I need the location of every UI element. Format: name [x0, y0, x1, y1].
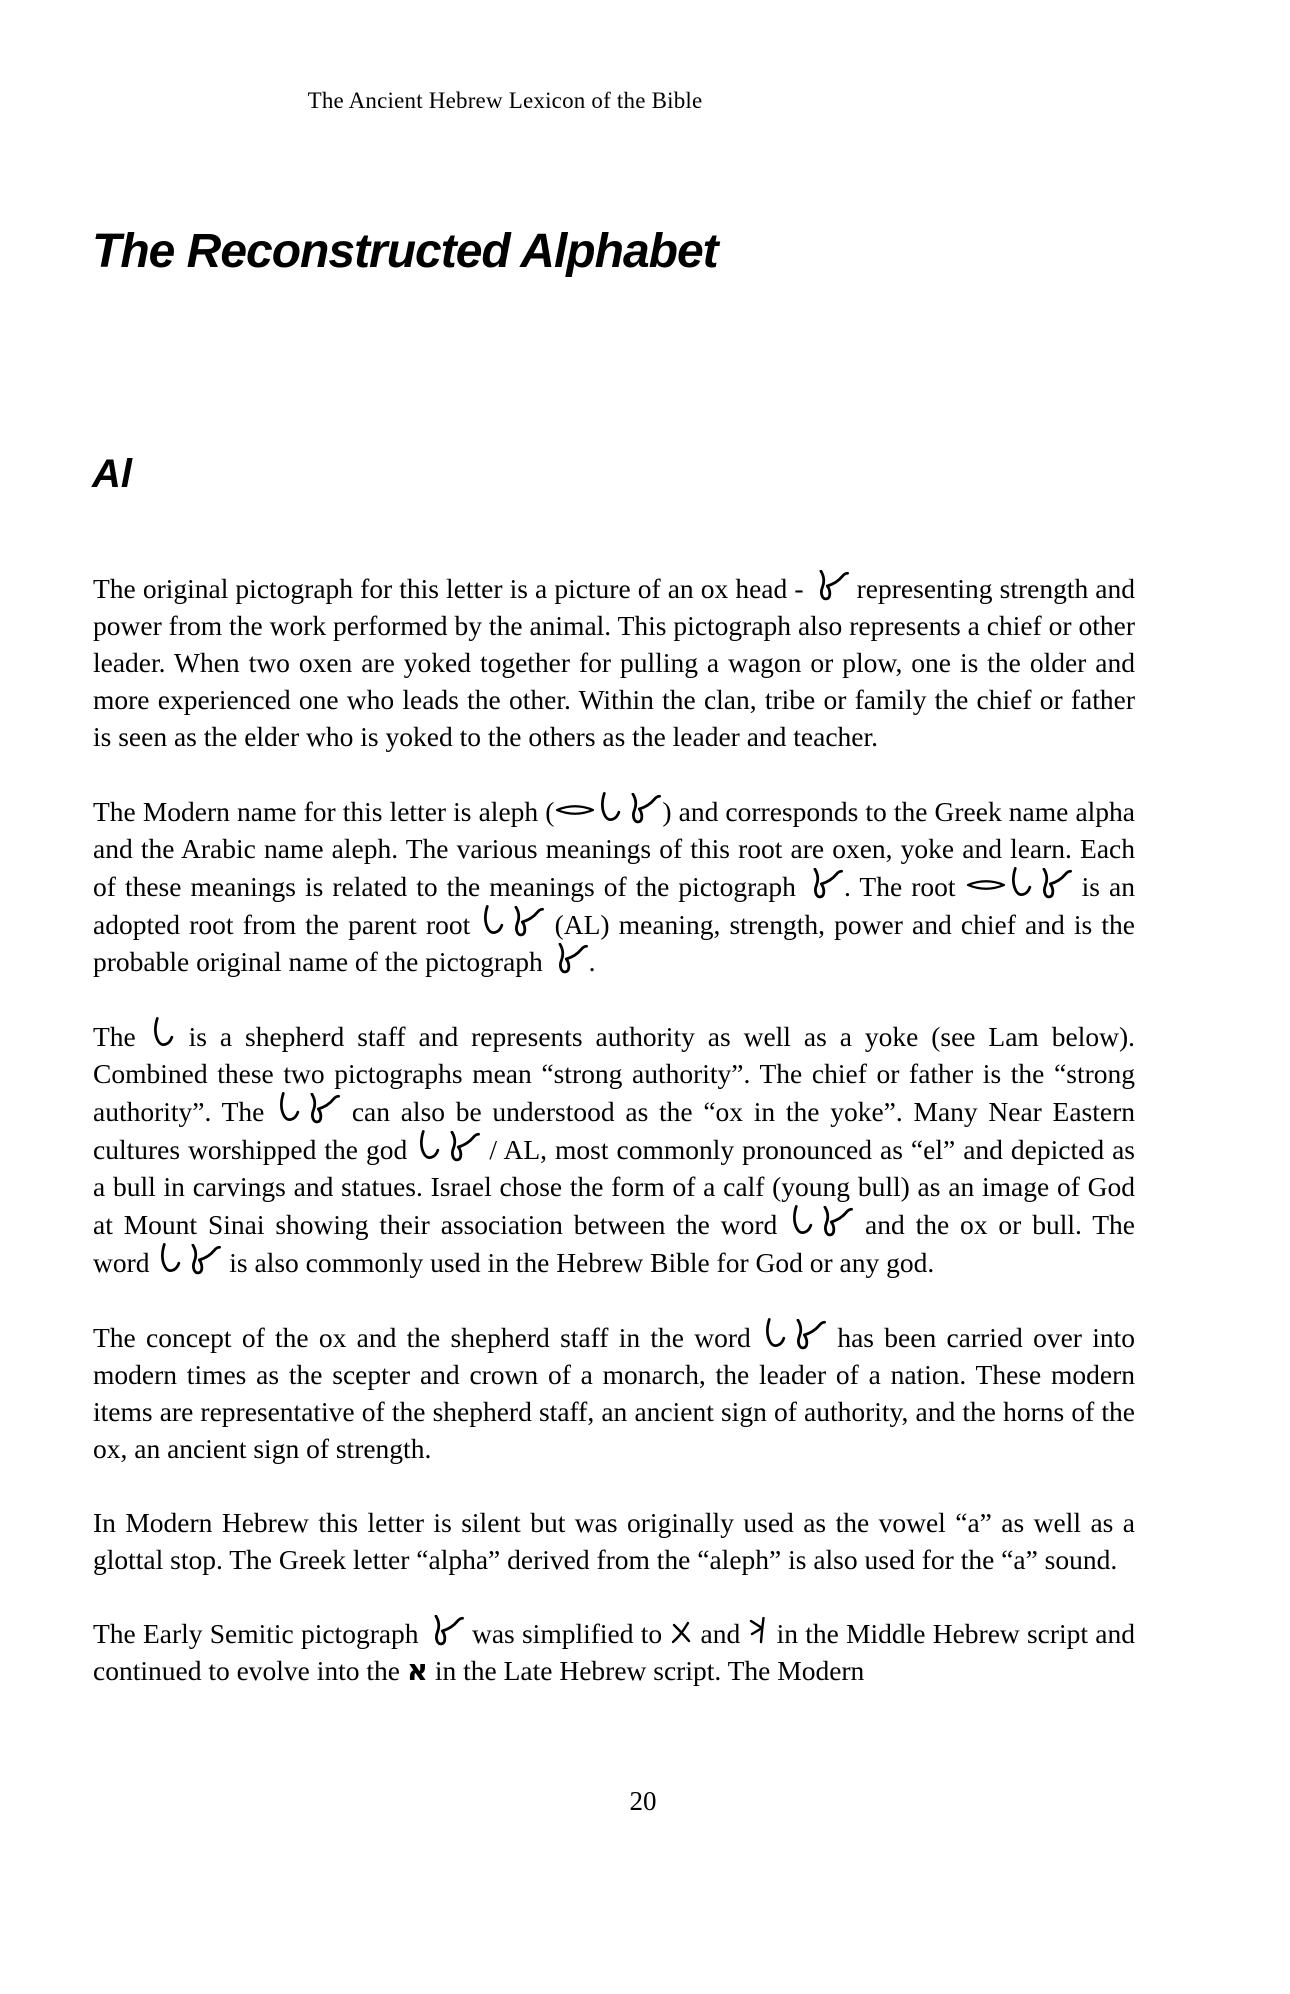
ox-head-glyph — [806, 868, 843, 900]
shepherd-staff-glyph — [276, 1092, 301, 1124]
ox-head-glyph — [816, 1206, 853, 1238]
middle-aleph-x-glyph — [670, 1621, 692, 1645]
shepherd-staff-glyph — [157, 1243, 182, 1275]
shepherd-staff-glyph — [480, 905, 505, 937]
shepherd-staff-glyph — [762, 1318, 787, 1350]
ox-head-glyph — [303, 1093, 340, 1125]
shepherd-staff-glyph — [1008, 867, 1033, 899]
paragraph: The original pictograph for this letter is a picture of an ox head - representing strength and power from the work performed by the animal. This pictograph also represents a chief or other leader. When two oxen are yoked together for pulling a wagon or plow, one is the older and more experienced one who leads the other. Within the clan, tribe or family the chief or father is seen as the elder who is yoked to the others as the leader and teacher. — [93, 570, 1135, 755]
shepherd-staff-glyph — [150, 1017, 175, 1049]
paragraph: The concept of the ox and the shepherd staff in the word has been carried over into modern times as the scepter and crown of a monarch, the leader of a nation. These modern items are representative of the shepherd staff, an ancient sign of authority, and the horns of the ox, an ancient sign of strength. — [93, 1318, 1135, 1467]
page-number: 20 — [629, 1786, 657, 1816]
running-header: The Ancient Hebrew Lexicon of the Bible — [307, 88, 703, 113]
ox-head-glyph — [443, 1131, 480, 1163]
shepherd-staff-glyph — [789, 1205, 814, 1237]
chapter-title: The Reconstructed Alphabet — [92, 225, 718, 278]
ox-head-glyph — [507, 906, 544, 938]
mouth-glyph — [555, 802, 595, 818]
ox-head-glyph — [812, 570, 849, 602]
mouth-glyph — [966, 877, 1006, 893]
middle-aleph-k-glyph — [748, 1617, 768, 1644]
ox-head-glyph — [184, 1244, 221, 1276]
paragraph: The is a shepherd staff and represents authority as well as a yoke (see Lam below). Combined these two pictographs mean “strong authority”. The chief or father is the “strong authority”. The can also be understood as the “ox in the yoke”. Many Near Eastern cultures worshipped the god / AL, most commonly pronounced as “el” and depicted as a bull in carvings and statues. Israel chose the form of a calf (young bull) as an image of God at Mount Sinai showing their association between the word and the ox or bull. The word is also commonly used in the Hebrew Bible for God or any god. — [93, 1017, 1135, 1281]
ox-head-glyph — [551, 943, 588, 975]
paragraph: The Early Semitic pictograph was simplified to and in the Middle Hebrew script and continued to evolve into the א in the Late Hebrew script. The Modern — [93, 1615, 1135, 1689]
shepherd-staff-glyph — [416, 1130, 441, 1162]
paragraph: The Modern name for this letter is aleph ( ) and corresponds to the Greek name alpha and the Arabic name aleph. The various meanings of this root are oxen, yoke and learn. Each of these meanings is related to the meanings of the pictograph . The root is an adopted root from the parent root (AL) meaning, strength, power and chief and is the probable original name of the pictograph . — [93, 792, 1135, 980]
ox-head-glyph — [789, 1319, 826, 1351]
section-heading-al: Al — [92, 452, 132, 496]
shepherd-staff-glyph — [597, 792, 622, 824]
ox-head-glyph — [427, 1615, 464, 1647]
ox-head-glyph — [624, 793, 661, 825]
body-paragraphs — [93, 570, 1135, 1726]
paragraph: In Modern Hebrew this letter is silent but was originally used as the vowel “a” as well as a glottal stop. The Greek letter “alpha” derived from the “aleph” is also used for the “a” sound. — [93, 1507, 1135, 1575]
late-hebrew-aleph-glyph: א — [406, 1653, 429, 1687]
ox-head-glyph — [1035, 868, 1072, 900]
